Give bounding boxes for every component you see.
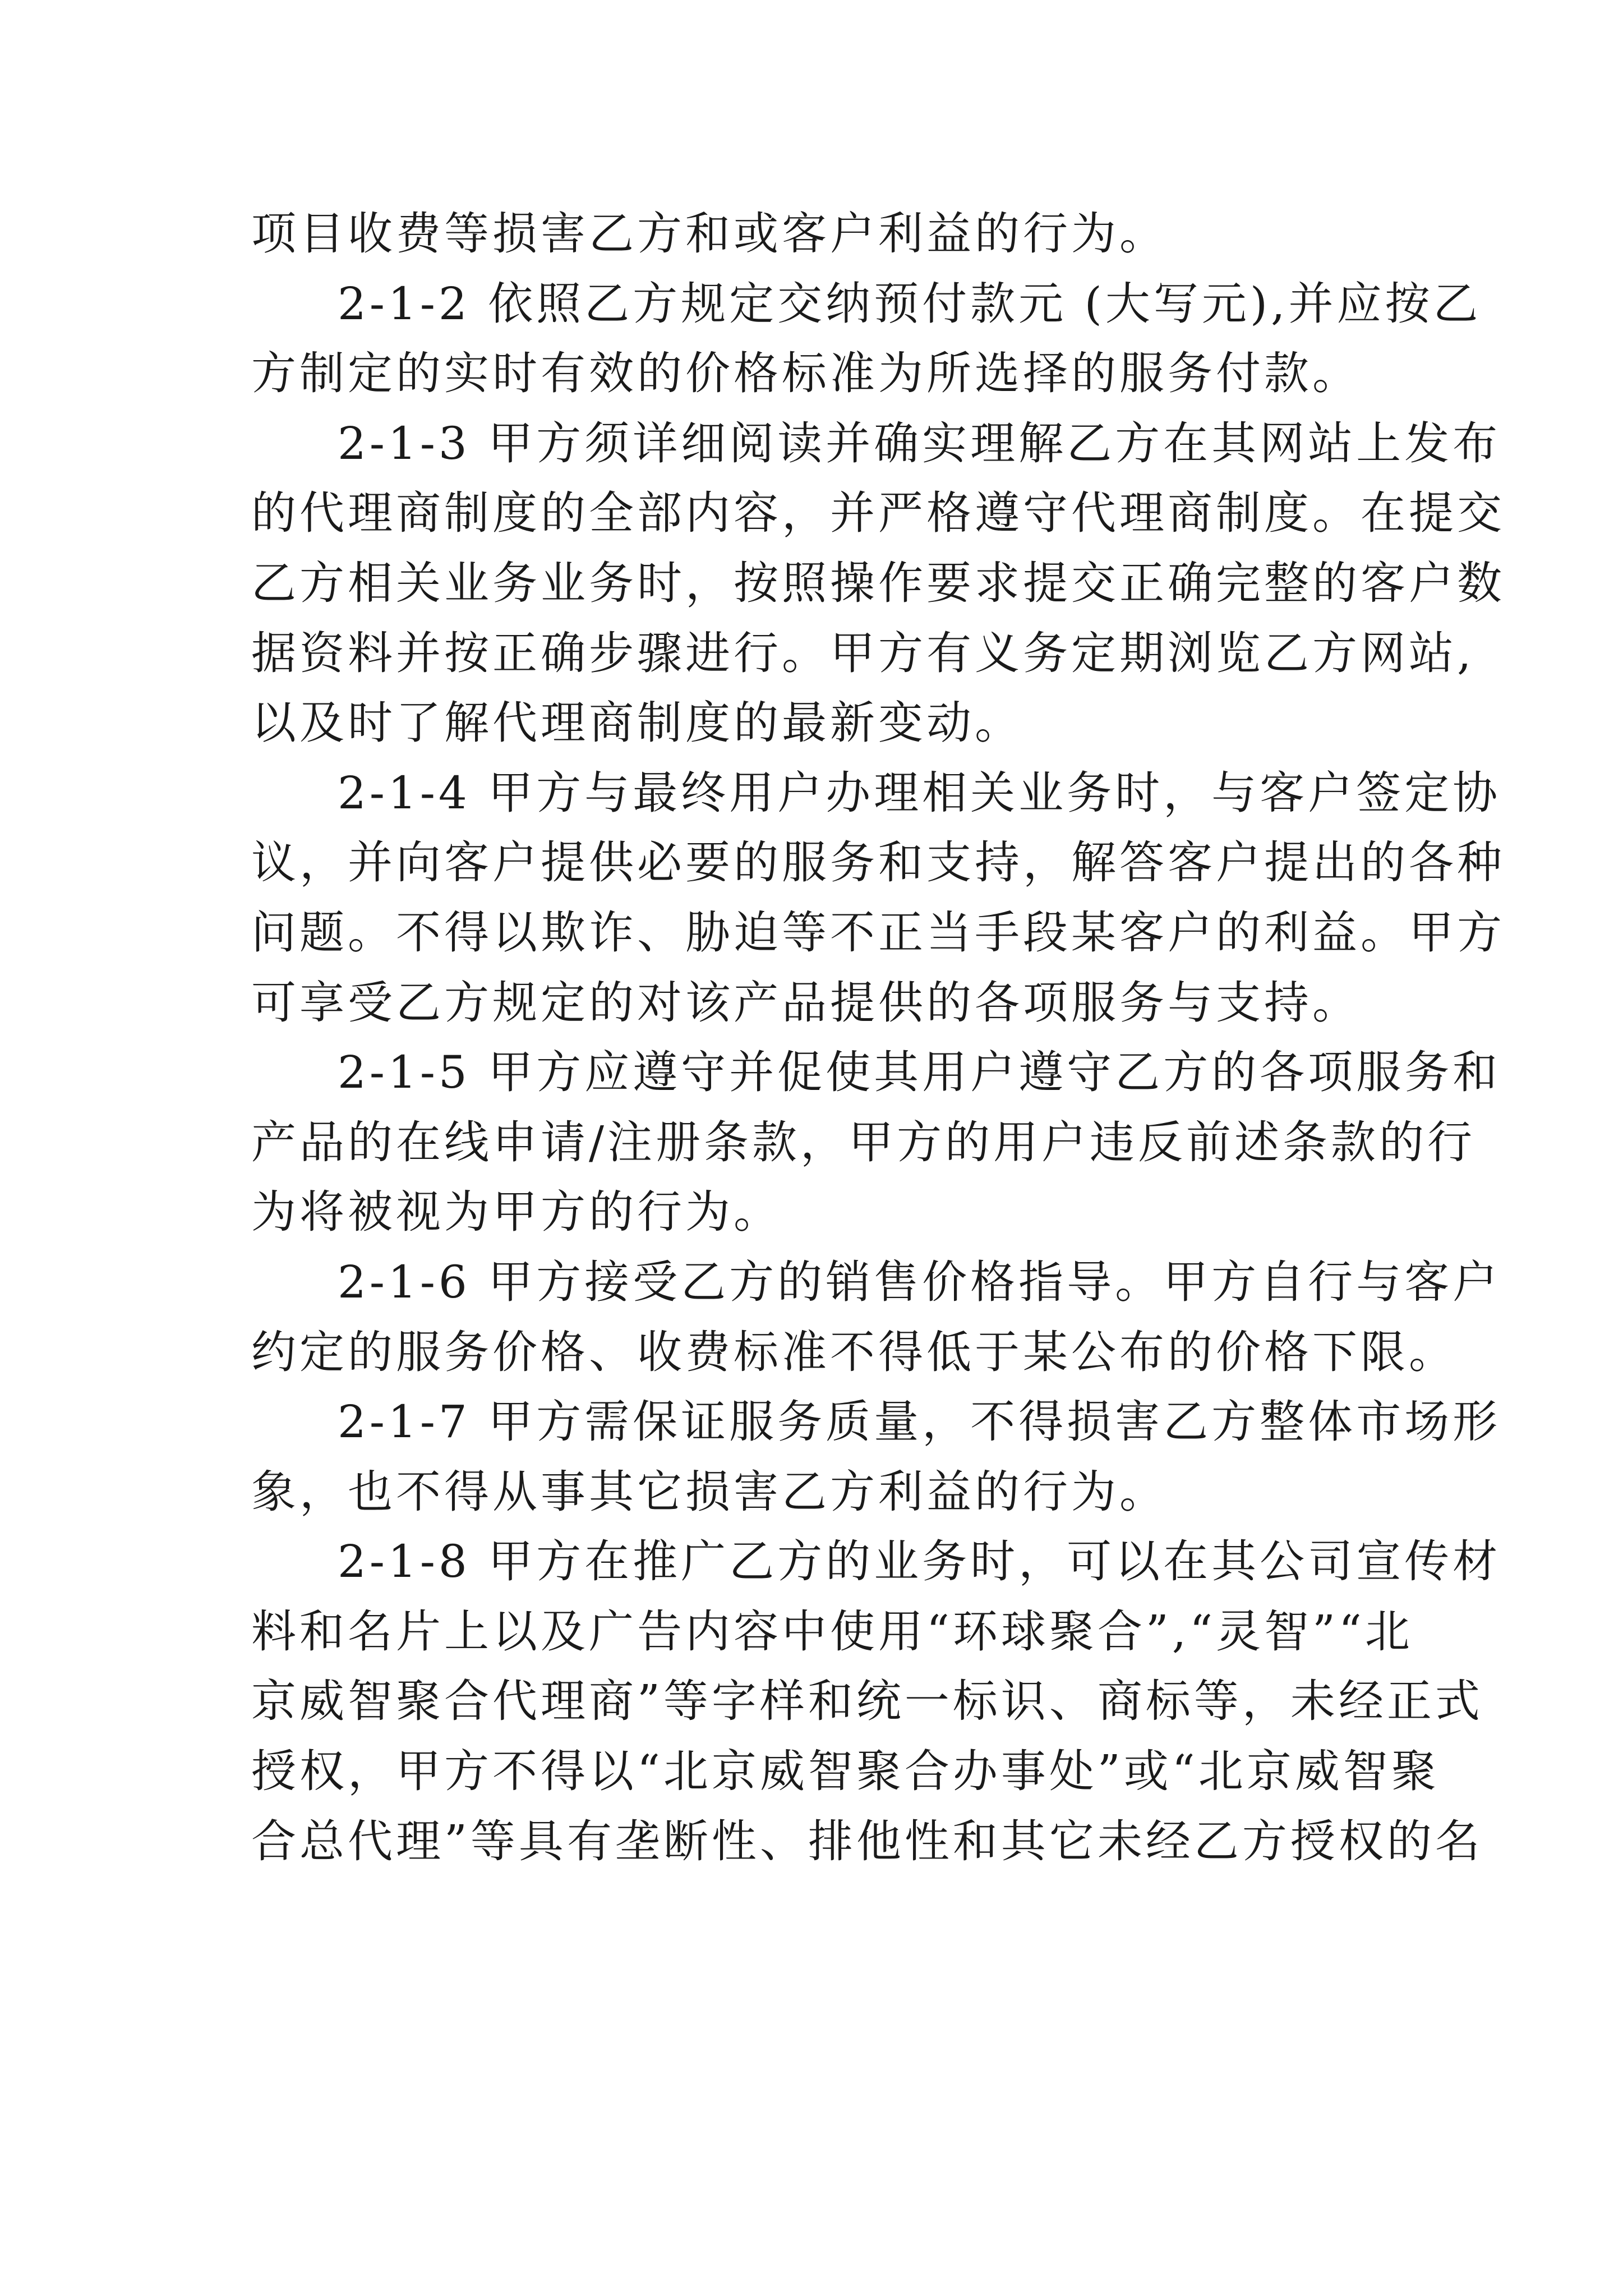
- text-line: 据资料并按正确步骤进行。甲方有义务定期浏览乙方网站,: [251, 627, 1475, 679]
- text-line: 方制定的实时有效的价格标准为所选择的服务付款。: [251, 347, 1361, 400]
- text-line: 2-1-2 依照乙方规定交纳预付款元 (大写元),并应按乙: [338, 277, 1482, 330]
- text-line: 2-1-3 甲方须详细阅读并确实理解乙方在其网站上发布: [338, 417, 1501, 470]
- text-line: 2-1-6 甲方接受乙方的销售价格指导。甲方自行与客户: [338, 1255, 1501, 1308]
- text-line: 为将被视为甲方的行为。: [251, 1186, 782, 1239]
- text-line: 议，并向客户提供必要的服务和支持，解答客户提出的各种: [251, 836, 1505, 889]
- text-line: 问题。不得以欺诈、胁迫等不正当手段某客户的利益。甲方: [251, 906, 1505, 959]
- text-line: 2-1-4 甲方与最终用户办理相关业务时，与客户签定协: [338, 766, 1501, 819]
- text-line: 项目收费等损害乙方和或客户利益的行为。: [251, 208, 1168, 260]
- text-line: 京威智聚合代理商”等字样和统一标识、商标等，未经正式: [251, 1675, 1483, 1728]
- text-line: 料和名片上以及广告内容中使用“环球聚合”,“灵智”“北: [251, 1605, 1413, 1658]
- text-line: 可享受乙方规定的对该产品提供的各项服务与支持。: [251, 976, 1361, 1029]
- document-body: [251, 199, 1505, 1876]
- text-line: 2-1-8 甲方在推广乙方的业务时，可以在其公司宣传材: [338, 1535, 1501, 1588]
- text-line: 2-1-5 甲方应遵守并促使其用户遵守乙方的各项服务和: [338, 1046, 1501, 1099]
- text-line: 2-1-7 甲方需保证服务质量，不得损害乙方整体市场形: [338, 1396, 1501, 1448]
- text-line: 象，也不得从事其它损害乙方利益的行为。: [251, 1465, 1168, 1518]
- text-line: 以及时了解代理商制度的最新变动。: [251, 697, 1023, 749]
- text-line: 合总代理”等具有垄断性、排他性和其它未经乙方授权的名: [251, 1815, 1483, 1867]
- text-line: 授权，甲方不得以“北京威智聚合办事处”或“北京威智聚: [251, 1745, 1440, 1798]
- text-line: 产品的在线申请/注册条款，甲方的用户违反前述条款的行: [251, 1116, 1476, 1168]
- text-line: 乙方相关业务业务时，按照操作要求提交正确完整的客户数: [251, 556, 1505, 609]
- text-line: 约定的服务价格、收费标准不得低于某公布的价格下限。: [251, 1326, 1457, 1378]
- text-line: 的代理商制度的全部内容，并严格遵守代理商制度。在提交: [251, 487, 1505, 540]
